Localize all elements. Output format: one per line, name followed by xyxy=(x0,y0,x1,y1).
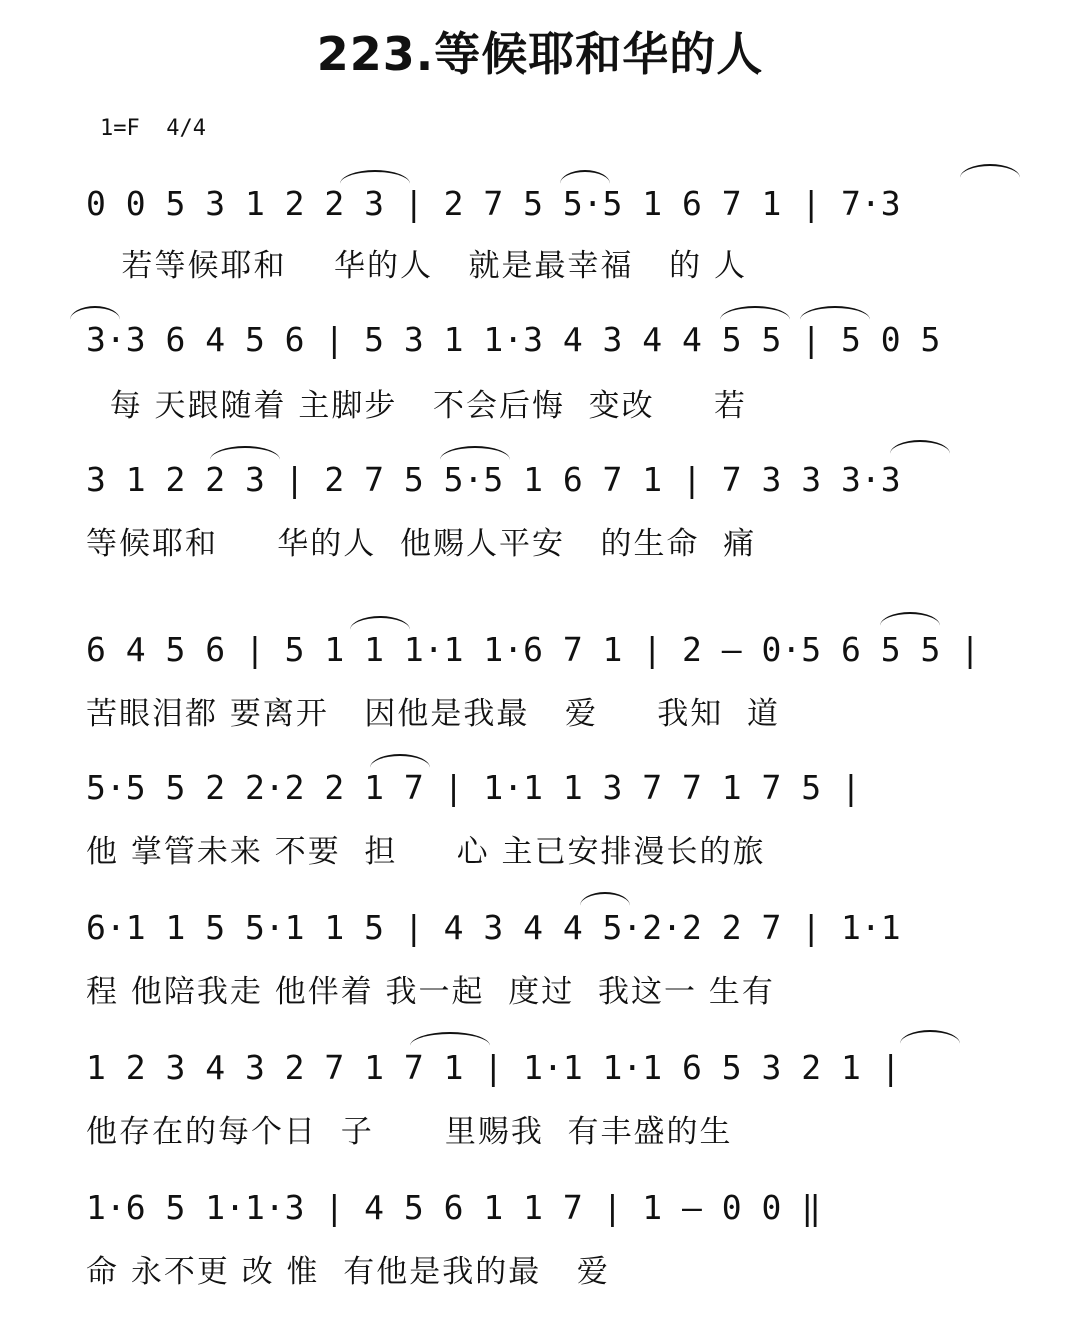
lyrics-line-8: 命 永不更 改 惟 有他是我的最 爱 xyxy=(86,1254,610,1290)
notation-line-7: 1 2 3 4 3 2 7 1 7 1 | 1·1 1·1 6 5 3 2 1 | xyxy=(86,1048,901,1087)
lyrics-line-1: 若等候耶和 华的人 就是最幸福 的 人 xyxy=(86,248,747,284)
notation-line-2: 3·3 6 4 5 6 | 5 3 1 1·3 4 3 4 4 5 5 | 5 0 5 xyxy=(86,320,941,359)
slur-mark xyxy=(890,440,950,454)
slur-mark xyxy=(350,616,410,630)
lyrics-line-7: 他存在的每个日 子 里赐我 有丰盛的生 xyxy=(86,1114,733,1150)
lyrics-line-6: 程 他陪我走 他伴着 我一起 度过 我这一 生有 xyxy=(86,974,775,1010)
slur-mark xyxy=(880,612,940,626)
lyrics-line-5: 他 掌管未来 不要 担 心 主已安排漫长的旅 xyxy=(86,834,766,870)
slur-mark xyxy=(210,446,280,460)
lyrics-line-3: 等候耶和 华的人 他赐人平安 的生命 痛 xyxy=(86,526,757,562)
notation-line-1: 0 0 5 3 1 2 2 3 | 2 7 5 5·5 1 6 7 1 | 7·3 xyxy=(86,184,901,223)
slur-mark xyxy=(900,1030,960,1044)
slur-mark xyxy=(370,754,430,768)
lyrics-line-2: 每 天跟随着 主脚步 不会后悔 变改 若 xyxy=(86,388,747,424)
slur-mark xyxy=(800,306,870,320)
slur-mark xyxy=(70,306,120,320)
slur-mark xyxy=(960,164,1020,178)
slur-mark xyxy=(410,1032,490,1046)
lyrics-line-4: 苦眼泪都 要离开 因他是我最 爱 我知 道 xyxy=(86,696,780,732)
notation-line-6: 6·1 1 5 5·1 1 5 | 4 3 4 4 5·2·2 2 7 | 1·1 xyxy=(86,908,901,947)
notation-line-5: 5·5 5 2 2·2 2 1 7 | 1·1 1 3 7 7 1 7 5 | xyxy=(86,768,861,807)
song-title: 223.等候耶和华的人 xyxy=(316,27,764,81)
slur-mark xyxy=(560,170,610,184)
slur-mark xyxy=(580,892,630,906)
key-signature: 1=F 4/4 xyxy=(100,116,206,141)
slur-mark xyxy=(440,446,510,460)
notation-line-8: 1·6 5 1·1·3 | 4 5 6 1 1 7 | 1 – 0 0 ‖ xyxy=(86,1188,822,1227)
notation-line-3: 3 1 2 2 3 | 2 7 5 5·5 1 6 7 1 | 7 3 3 3·3 xyxy=(86,460,901,499)
slur-mark xyxy=(340,170,410,184)
slur-mark xyxy=(720,306,790,320)
notation-line-4: 6 4 5 6 | 5 1 1 1·1 1·6 7 1 | 2 – 0·5 6 5 5 | xyxy=(86,630,981,669)
